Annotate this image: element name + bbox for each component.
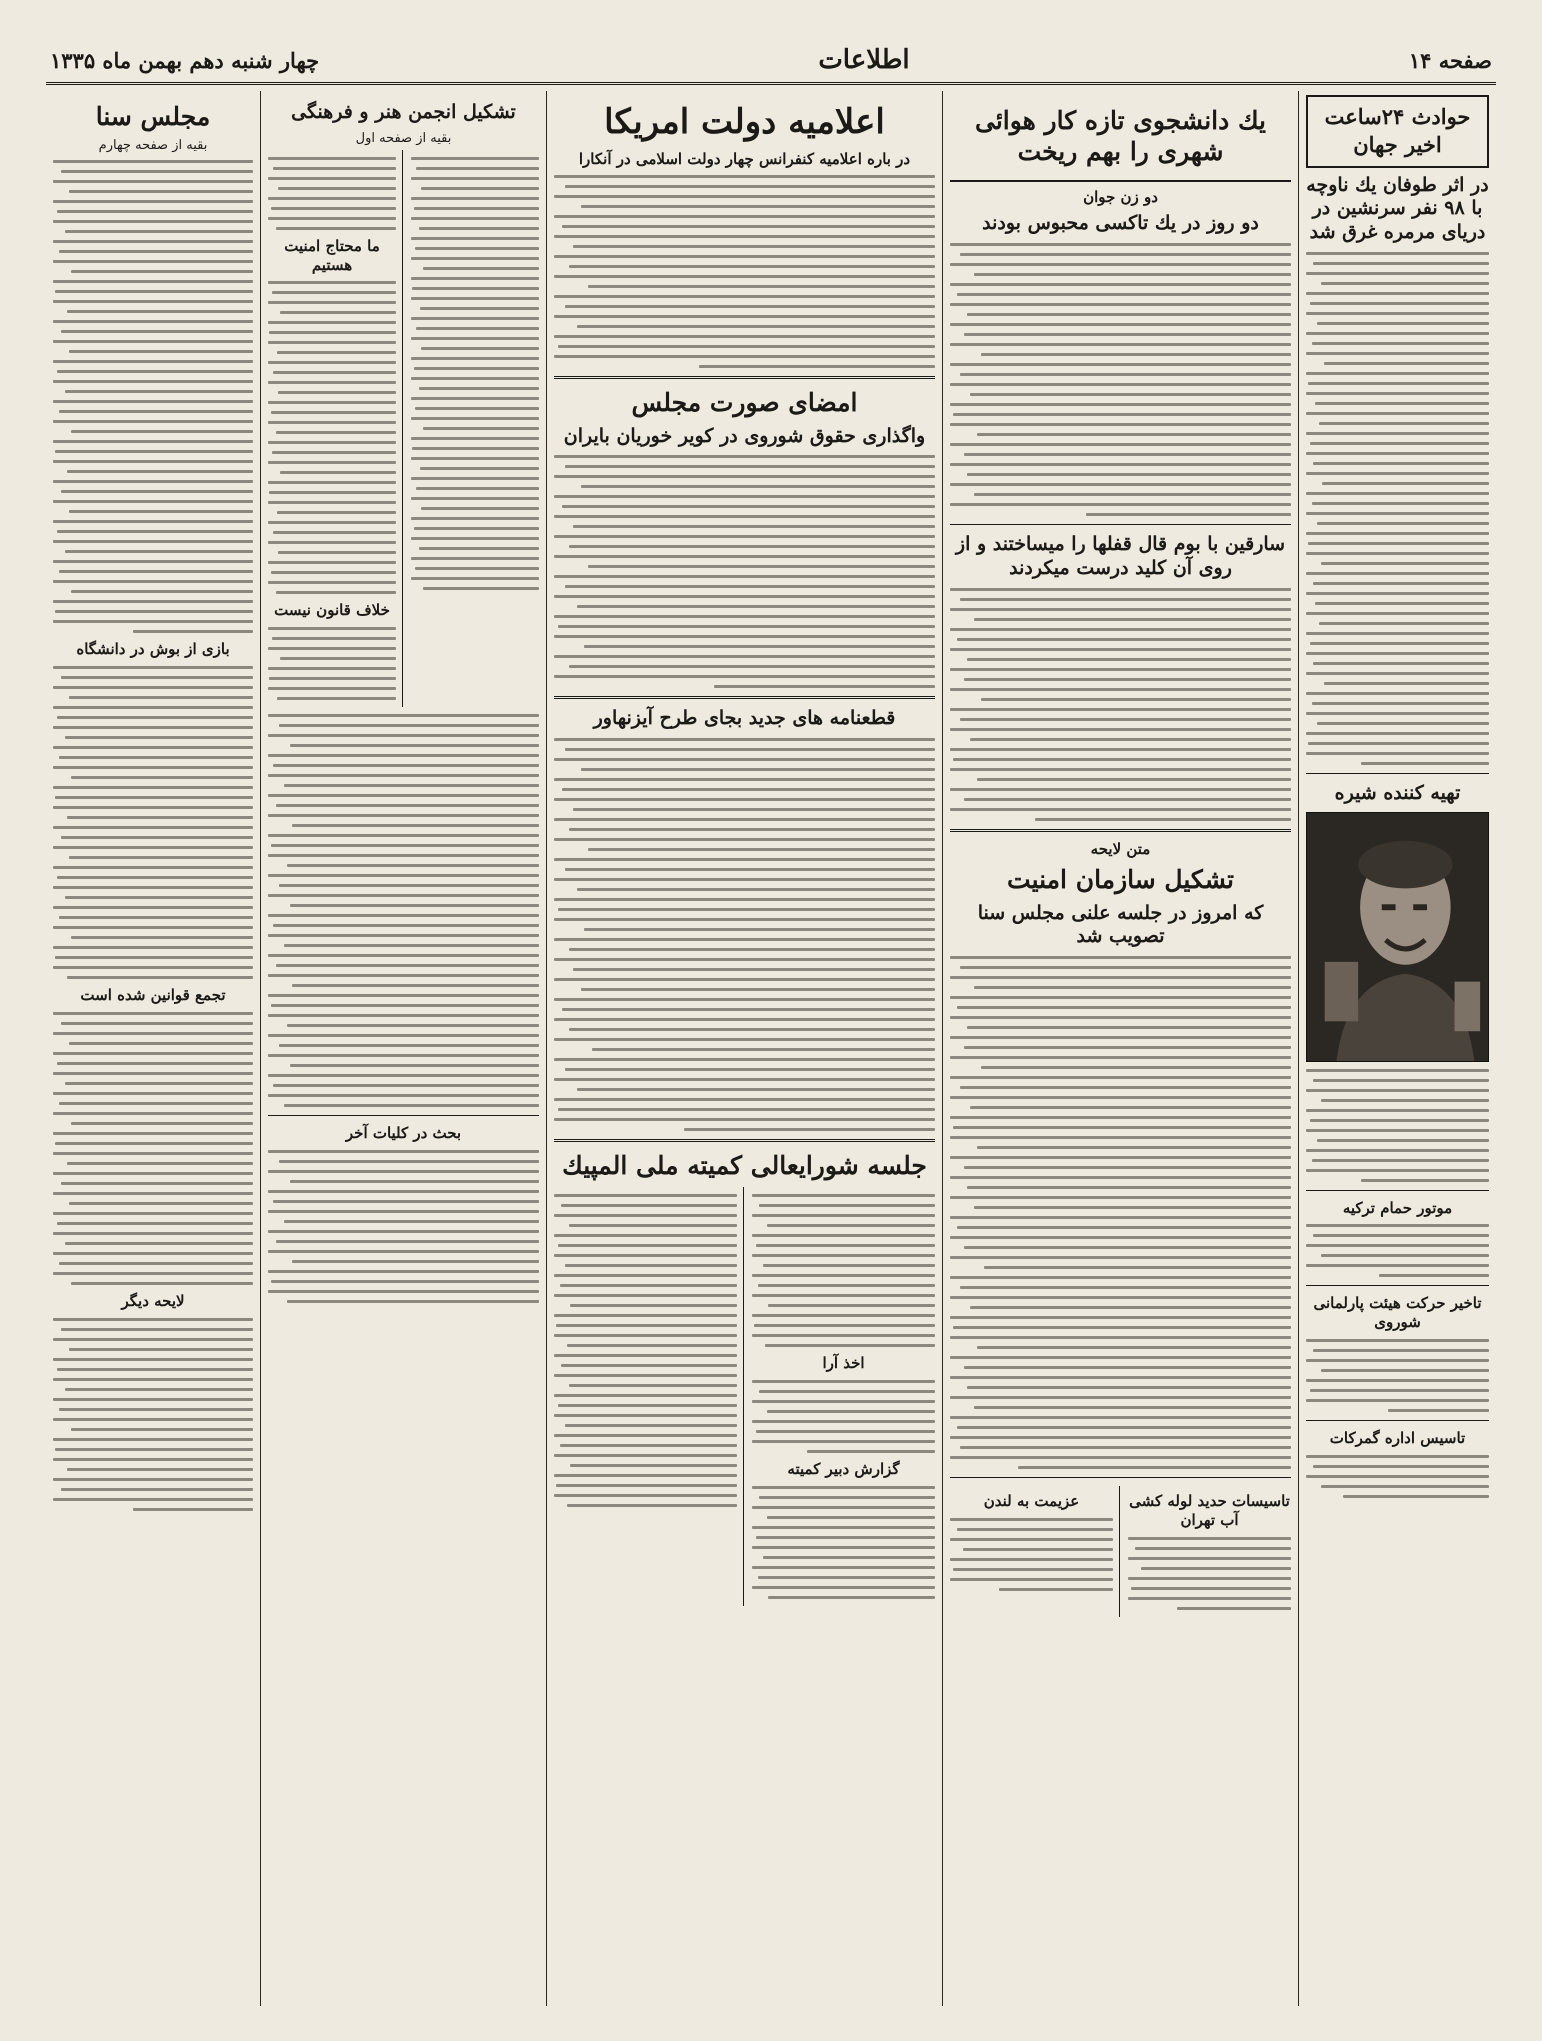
- column-6: [1298, 91, 1496, 2006]
- main-subheadline: در باره اعلامیه کنفرانس چهار دولت اسلامی در آنکارا: [578, 149, 911, 168]
- qa-headline: بازی از بوش در دانشگاه: [76, 640, 230, 659]
- delegation-headline: تاخیر حرکت هیئت پارلمانی شوروی: [1313, 1294, 1482, 1332]
- masthead: [46, 38, 1496, 85]
- olympic-headline: جلسه شورایعالی کمیته ملی المپیك: [562, 1151, 927, 1180]
- pipes-headline: تاسیسات حدید لوله کشی آب تهران: [1129, 1492, 1290, 1529]
- storm-headline: در اثر طوفان یك ناوچه با ۹۸ نفر سرنشین در دریای مرمره غرق شد: [1306, 173, 1489, 244]
- student-story: [950, 95, 1291, 182]
- youth-kicker: دو زن جوان: [1083, 187, 1158, 206]
- column-3: [546, 91, 942, 2006]
- other-bill-headline: لایحه دیگر: [121, 1291, 185, 1310]
- vote-headline: اخذ آرا: [822, 1354, 865, 1373]
- security-headline: ما محتاج امنیت هستیم: [284, 236, 380, 274]
- paper-name: اطلاعات: [818, 45, 910, 75]
- main-headline: اعلامیه دولت امریکا: [604, 102, 885, 142]
- last-words-headline: بحث در کلیات آخر: [345, 1124, 462, 1142]
- majlis-subheadline: واگذاری حقوق شوروی در کویر خوریان بایران: [563, 424, 926, 447]
- youth-headline: دو روز در یك تاکسی محبوس بودند: [982, 212, 1259, 235]
- columns: [46, 91, 1496, 2006]
- sixth-headline: تجمع قوانین شده است: [80, 986, 226, 1004]
- return-headline: عزیمت به لندن: [983, 1492, 1080, 1510]
- page-number: صفحه ۱۴: [1408, 47, 1492, 73]
- photo-caption: تهیه کننده شیره: [1334, 781, 1461, 804]
- assoc-continued: بقیه از صفحه اول: [355, 130, 452, 146]
- student-headline: یك دانشجوی تازه کار هوائی شهری را بهم ریخت: [975, 106, 1266, 167]
- bill-kicker: متن لایحه: [1090, 839, 1151, 858]
- law-headline: خلاف قانون نیست: [274, 601, 390, 620]
- portrait-photo: [1306, 812, 1489, 1062]
- majlis-headline: امضای صورت مجلس: [631, 388, 858, 418]
- assoc-headline: تشکیل انجمن هنر و فرهنگی: [291, 101, 516, 123]
- customs-headline: تاسیس اداره گمرکات: [1329, 1428, 1466, 1447]
- column-5: [942, 91, 1298, 2006]
- column-2: [260, 91, 546, 2006]
- world-news-box: حوادث ۲۴ساعت اخیر جهان: [1306, 95, 1489, 168]
- senate-continued: بقیه از صفحه چهارم: [98, 138, 208, 154]
- report-headline: گزارش دبیر کمیته: [787, 1460, 900, 1478]
- bill-subheadline: که امروز در جلسه علنی مجلس سنا تصویب شد: [977, 901, 1264, 948]
- sections-headline: قطعنامه های جدید بجای طرح آیزنهاور: [593, 707, 896, 730]
- portrait-image: [1307, 813, 1488, 1061]
- bath-headline: موتور حمام ترکیه: [1342, 1198, 1453, 1217]
- pipe-headline: سارقین با بوم قال قفلها را میساختند و از روی آن کلید درست میکردند: [955, 533, 1286, 579]
- senate-headline: مجلس سنا: [95, 102, 211, 131]
- column-1: [46, 91, 260, 2006]
- issue-date: چهار شنبه دهم بهمن ماه ۱۳۳۵: [50, 47, 320, 73]
- bill-headline: تشکیل سازمان امنیت: [1007, 865, 1234, 895]
- storm-body: [1306, 252, 1489, 765]
